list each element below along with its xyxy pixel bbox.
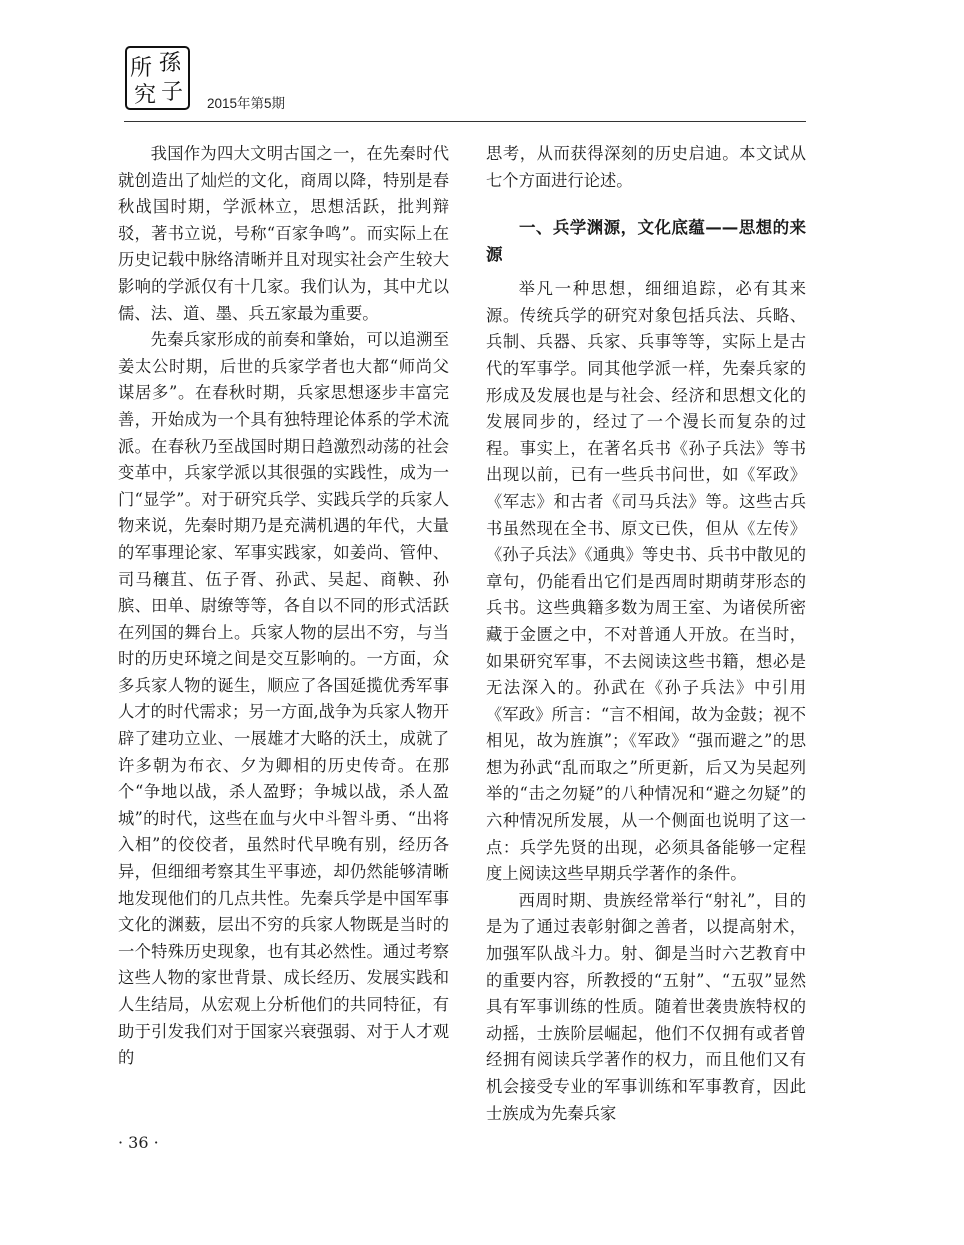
header-rule — [124, 121, 806, 122]
logo-char-2: 孫 — [158, 51, 182, 76]
logo-char-4: 子 — [160, 80, 184, 105]
journal-logo — [124, 44, 192, 112]
section-heading: 一、兵学渊源，文化底蕴——思想的来源 — [486, 218, 806, 265]
right-column — [486, 141, 806, 1127]
left-column — [118, 141, 449, 1072]
paragraph: 先秦兵家形成的前奏和肇始，可以追溯至姜太公时期，后世的兵家学者也大都“师尚父谋居多”。在春秋时期，兵家思想逐步丰富完善，开始成为一个具有独特理论体系的学术流派。在春秋乃至战国时期日趋激烈动荡的社会变革中，兵家学派以其很强的实践性，成为一门“显学”。对于研究兵学、实践兵学的兵家人物来说，先秦时期乃是充满机遇的年代，大量的军事理论家、军事实践家，如姜尚、管仲、司马穰苴、伍子胥、孙武、吴起、商鞅、孙膑、田单、尉缭等等，各自以不同的形式活跃在列国的舞台上。兵家人物的层出不穷，与当时的历史环境之间是交互影响的。一方面，众多兵家人物的诞生，顺应了各国延揽优秀军事人才的时代需求；另一方面,战争为兵家人物开辟了建功立业、一展雄才大略的沃土，成就了许多朝为布衣、夕为卿相的历史传奇。在那个“争地以战，杀人盈野；争城以战，杀人盈城”的时代，这些在血与火中斗智斗勇、“出将入相”的佼佼者，虽然时代早晚有别，经历各异，但细细考察其生平事迹，却仍然能够清晰地发现他们的几点共性。先秦兵学是中国军事文化的渊薮，层出不穷的兵家人物既是当时的一个特殊历史现象，也有其必然性。通过考察这些人物的家世背景、成长经历、发展实践和人生结局，从宏观上分析他们的共同特征，有助于引发我们对于国家兴衰强弱、对于人才观的 — [118, 330, 449, 1068]
journal-logo-seal — [124, 44, 192, 112]
page-number: · 36 · — [118, 1133, 159, 1152]
logo-char-1: 所 — [129, 56, 153, 81]
issue-label: 2015年第5期 — [207, 96, 286, 111]
logo-char-3: 究 — [133, 83, 157, 108]
paragraph: 西周时期、贵族经常举行“射礼”，目的是为了通过表彰射御之善者，以提高射术，加强军队战斗力。射、御是当时六艺教育中的重要内容，所教授的“五射”、“五驭”显然具有军事训练的性质。随着世袭贵族特权的动摇，士族阶层崛起，他们不仅拥有或者曾经拥有阅读兵学著作的权力，而且他们又有机会接受专业的军事训练和军事教育，因此士族成为先秦兵家 — [486, 890, 806, 1123]
paragraph: 举凡一种思想，细细追踪，必有其来源。传统兵学的研究对象包括兵法、兵略、兵制、兵器、兵家、兵事等等，实际上是古代的军事学。同其他学派一样，先秦兵家的形成及发展也是与社会、经济和思想文化的发展同步的，经过了一个漫长而复杂的过程。事实上，在著名兵书《孙子兵法》等书出现以前，已有一些兵书问世，如《军政》《军志》和古者《司马兵法》等。这些古兵书虽然现在全书、原文已佚，但从《左传》《孙子兵法》《通典》等史书、兵书中散见的章句，仍能看出它们是西周时期萌芽形态的兵书。这些典籍多数为周王室、为诸侯所密藏于金匮之中，不对普通人开放。在当时，如果研究军事，不去阅读这些书籍，想必是无法深入的。孙武在《孙子兵法》中引用《军政》所言：“言不相闻，故为金鼓；视不相见，故为旌旗”；《军政》“强而避之”的思想为孙武“乱而取之”所更新，后又为吴起列举的“击之勿疑”的八种情况和“避之勿疑”的六种情况所发展，从一个侧面也说明了这一点：兵学先贤的出现，必须具备能够一定程度上阅读这些早期兵学著作的条件。 — [486, 279, 806, 884]
paragraph-continuation: 思考，从而获得深刻的历史启迪。本文试从七个方面进行论述。 — [486, 144, 806, 190]
paragraph: 我国作为四大文明古国之一，在先秦时代就创造出了灿烂的文化，商周以降，特别是春秋战国时期，学派林立，思想活跃，批判辩驳，著书立说，号称“百家争鸣”。而实际上在历史记载中脉络清晰并且对现实社会产生较大影响的学派仅有十几家。我们认为，其中尤以儒、法、道、墨、兵五家最为重要。 — [118, 144, 449, 323]
